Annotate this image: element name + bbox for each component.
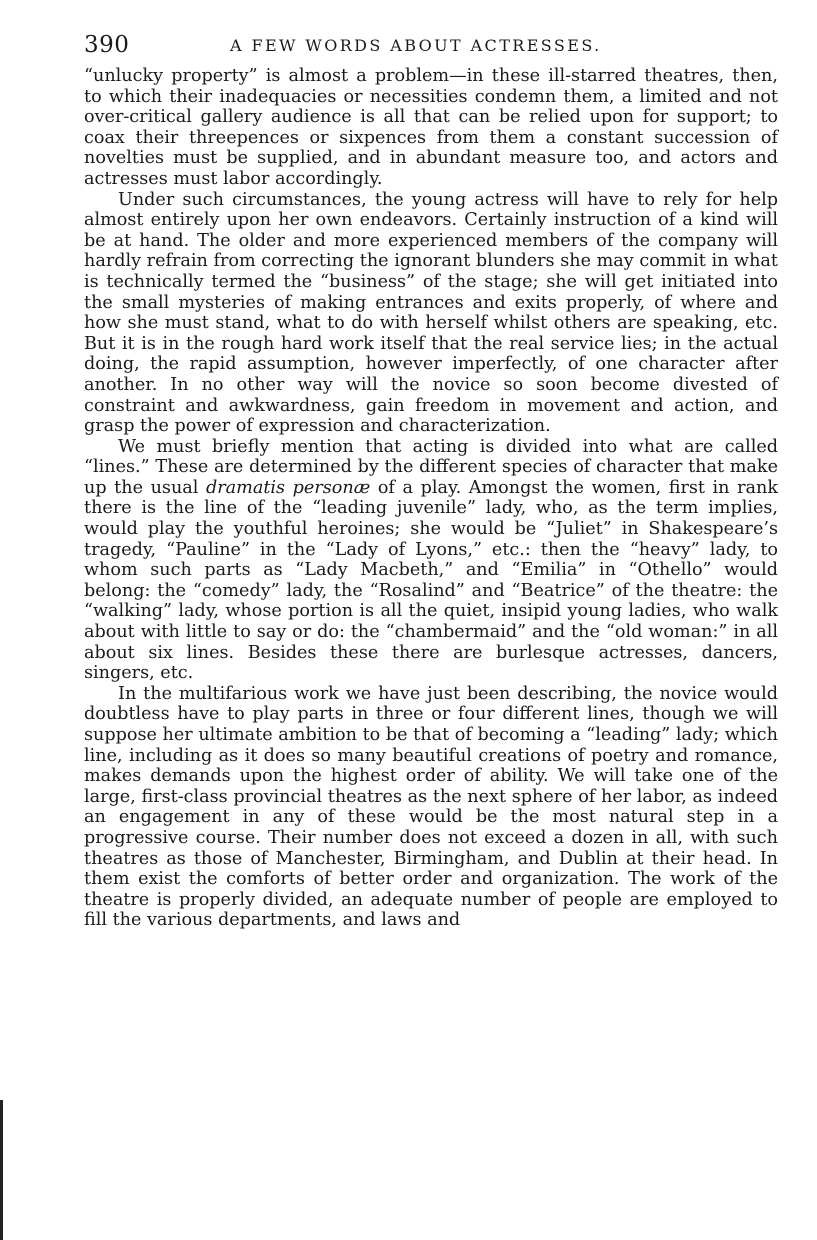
paragraph: Under such circumstances, the young actress will have to rely for help almost entirely upon her own endeavors. Certainly instruction of a kind will be at hand. The older and more experienced members of the company will hardly refrain from correcting the ignorant blunders she may commit in what is technically termed the “business” of the stage; she will get initiated into the small mysteries of making entrances and exits properly, of where and how she must stand, what to do with herself whilst others are speaking, etc. But it is in the rough hard work itself that the real service lies; in the actual doing, the rapid assumption, however imperfectly, of one character after another. In no other way will the novice so soon become divested of constraint and awkwardness, gain freedom in movement and action, and grasp the power of expression and characterization. (84, 189, 778, 437)
paragraph: In the multifarious work we have just been describing, the novice would doubtless have to play parts in three or four different lines, though we will suppose her ultimate ambition to be that of becoming a “leading” lady; which line, including as it does so many beautiful creations of poetry and romance, makes demands upon the highest order of ability. We will take one of the large, first-class provincial theatres as the next sphere of her labor, as indeed an engagement in any of these would be the most natural step in a progressive course. Their number does not exceed a dozen in all, with such theatres as those of Manchester, Birmingham, and Dublin at their head. In them exist the comforts of better order and organization. The work of the theatre is properly divided, an adequate number of people are employed to fill the various departments, and laws and (84, 683, 778, 931)
body-text (84, 66, 778, 931)
page-header (84, 30, 774, 62)
page-edge-mark (0, 1100, 3, 1240)
paragraph-text: of a play. Amongst the women, first in rank there is the line of the “leading juvenile” lady, who, as the term implies, would play the youthful heroines; she would be “Juliet” in Shakespeare’s tragedy, “Pauline” in the “Lady of Lyons,” etc.: then the “heavy” lady, to whom such parts as “Lady Macbeth,” and “Emilia” in “Othello” would belong: the “comedy” lady, the “Rosalind” and “Beatrice” of the theatre: the “walking” lady, whose portion is all the quiet, insipid young ladies, who walk about with little to say or do: the “chambermaid” and the “old woman:” in all about six lines. Besides these there are burlesque actresses, dancers, singers, etc. (84, 477, 778, 684)
running-title: A FEW WORDS ABOUT ACTRESSES. (230, 36, 602, 55)
italic-phrase: dramatis personæ (206, 477, 371, 498)
paragraph (84, 437, 778, 684)
page-number: 390 (84, 32, 130, 58)
paragraph-continued: “unlucky property” is almost a problem—in these ill-starred theatres, then, to which their inadequacies or necessities condemn them, a limited and not over-critical gallery audience is all that can be relied upon for support; to coax their threepences or sixpences from them a constant succession of novelties must be supplied, and in abundant measure too, and actors and actresses must labor accordingly. (84, 66, 778, 189)
paragraph-text: We must briefly mention that acting is divided into what are called “lines.” These are determined by the different species of character that make up the usual (84, 436, 778, 498)
